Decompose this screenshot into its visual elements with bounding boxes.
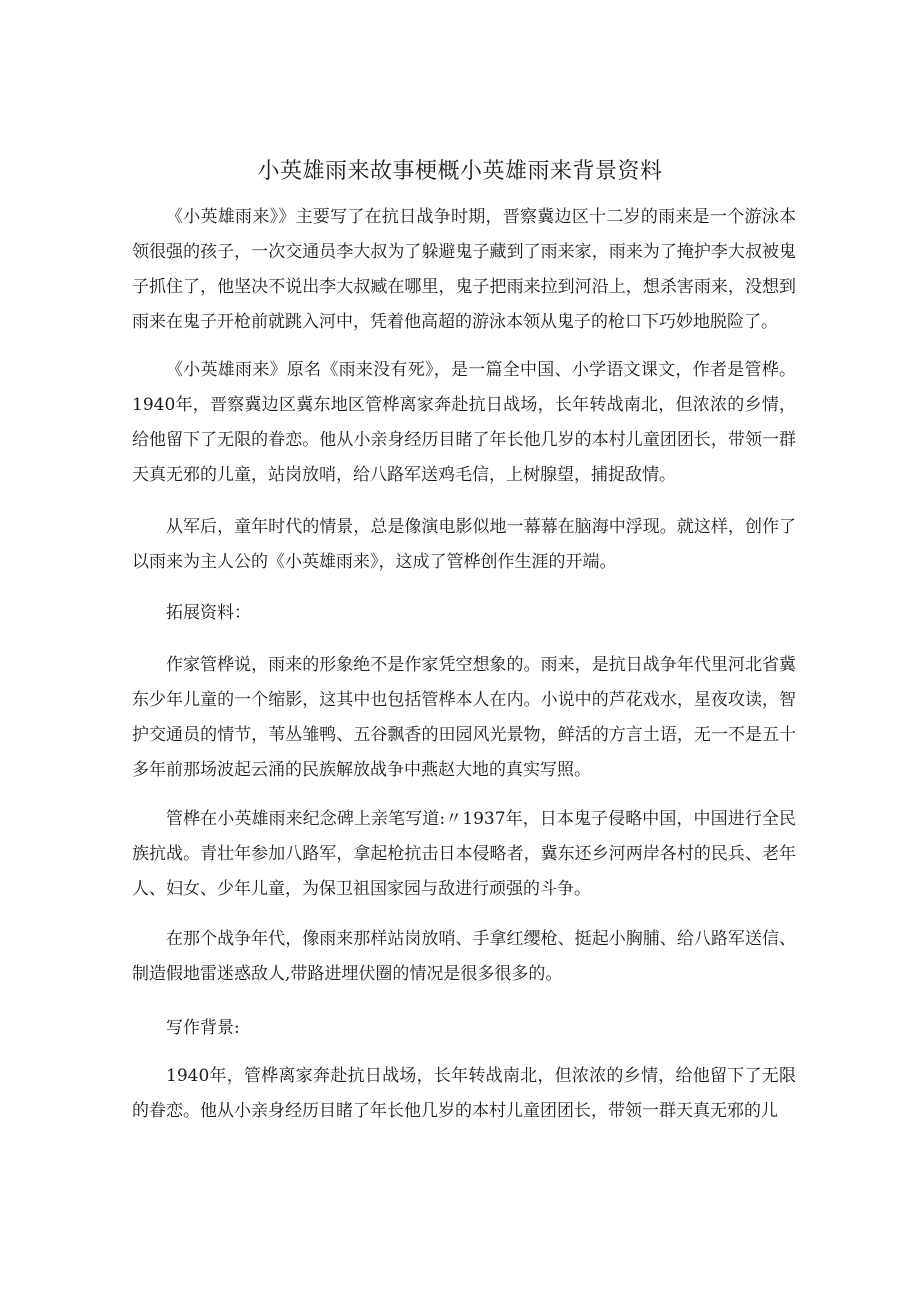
paragraph-summary: 《小英雄雨来》》主要写了在抗日战争时期，晋察冀边区十二岁的雨来是一个游泳本领很强的孩子，一次交通员李大叔为了躲避鬼子藏到了雨来家，雨来为了掩护李大叔被鬼子抓住了，他坚决不说出李大叔臧在哪里，鬼子把雨来拉到河沿上，想杀害雨来，没想到雨来在鬼子开枪前就跳入河中，凭着他高超的游泳本领从鬼子的枪口下巧妙地脱险了。 (132, 207, 796, 332)
paragraph-wartime: 在那个战争年代，像雨来那样站岗放哨、手拿红缨枪、挺起小胸脯、给八路军送信、制造假地雷迷惑敌人,带路进埋伏圈的情况是很多很多的。 (132, 929, 796, 984)
paragraph-author-statement: 作家管桦说，雨来的形象绝不是作家凭空想象的。雨来，是抗日战争年代里河北省冀东少年儿童的一个缩影，这其中也包括管桦本人在内。小说中的芦花戏水，星夜攻读，智护交通员的情节，苇丛雏鸭、五谷飘香的田园风光景物，鲜活的方言土语，无一不是五十多年前那场波起云涌的民族解放战争中燕赵大地的真实写照。 (132, 655, 796, 780)
paragraph-monument-inscription: 管桦在小英雄雨来纪念碑上亲笔写道:〃1937年，日本鬼子侵略中国，中国进行全民族抗战。青壮年参加八路军，拿起枪抗击日本侵略者，冀东还乡河两岸各村的民兵、老年人、妇女、少年儿童，为保卫祖国家园与敌进行顽强的斗争。 (132, 809, 796, 899)
paragraph-background-1940: 1940年，管桦离家奔赴抗日战场，长年转战南北，但浓浓的乡情，给他留下了无限的眷恋。他从小亲身经历目睹了年长他几岁的本村儿童团团长，带领一群天真无邪的儿 (132, 1066, 796, 1121)
paragraph-after-enlisting: 从军后，童年时代的情景，总是像演电影似地一幕幕在脑海中浮现。就这样，创作了以雨来为主人公的《小英雄雨来》，这成了管桦创作生涯的开端。 (132, 517, 796, 572)
heading-extended-material: 拓展资料： (166, 603, 251, 623)
document-title: 小英雄雨来故事梗概小英雄雨来背景资料 (257, 159, 663, 184)
heading-writing-background: 写作背景: (166, 1018, 240, 1038)
paragraph-original-title: 《小英雄雨来》原名《雨来没有死》，是一篇全中国、小学语文课文，作者是管桦。1940年，晋察冀边区冀东地区管桦离家奔赴抗日战场，长年转战南北，但浓浓的乡情，给他留下了无限的眷恋。他从小亲身经历目睹了年长他几岁的本村儿童团团长，带领一群天真无邪的儿童，站岗放哨，给八路军送鸡毛信，上树腺望，捕捉敌情。 (132, 360, 796, 485)
